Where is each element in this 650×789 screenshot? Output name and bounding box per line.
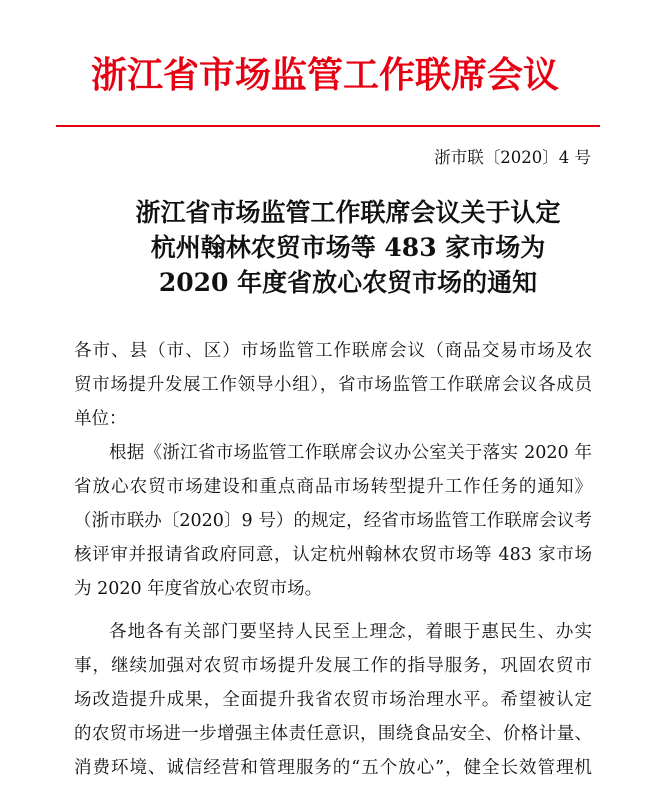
body-line: 消费环境、诚信经营和管理服务的“五个放心”，健全长效管理机 xyxy=(74,758,592,778)
letterhead-red-rule xyxy=(56,125,600,127)
salutation-paragraph xyxy=(74,334,592,436)
title-line: 杭州翰林农贸市场等 483 家市场为 xyxy=(150,233,546,262)
notice-body xyxy=(74,334,592,785)
body-line: 核评审并报请省政府同意，认定杭州翰林农贸市场等 483 家市场 xyxy=(74,545,592,565)
body-line: 单位： xyxy=(74,409,127,429)
notice-title xyxy=(96,195,600,300)
body-line: 的农贸市场进一步增强主体责任意识，围绕食品安全、价格计量、 xyxy=(74,724,592,744)
body-line: 各地各有关部门要坚持人民至上理念，着眼于惠民生、办实 xyxy=(109,622,592,642)
body-paragraph xyxy=(74,436,592,606)
letterhead-org-name: 浙江省市场监管工作联席会议 xyxy=(90,54,559,96)
body-line: 事，继续加强对农贸市场提升发展工作的指导服务，巩固农贸市 xyxy=(74,656,592,676)
body-line: 为 2020 年度省放心农贸市场。 xyxy=(74,579,323,599)
document-number: 浙市联〔2020〕4 号 xyxy=(434,148,591,167)
body-line: 各市、县（市、区）市场监管工作联席会议（商品交易市场及农 xyxy=(74,341,592,361)
body-line: （浙市联办〔2020〕9 号）的规定，经省市场监管工作联席会议考 xyxy=(74,511,592,531)
title-line: 浙江省市场监管工作联席会议关于认定 xyxy=(135,198,561,227)
title-line: 2020 年度省放心农贸市场的通知 xyxy=(158,268,538,297)
body-line: 贸市场提升发展工作领导小组），省市场监管工作联席会议各成员 xyxy=(74,375,592,395)
body-paragraph xyxy=(74,615,592,785)
body-line: 根据《浙江省市场监管工作联席会议办公室关于落实 2020 年 xyxy=(109,443,592,463)
body-line: 场改造提升成果，全面提升我省农贸市场治理水平。希望被认定 xyxy=(74,690,592,710)
body-line: 省放心农贸市场建设和重点商品市场转型提升工作任务的通知》 xyxy=(74,477,592,497)
